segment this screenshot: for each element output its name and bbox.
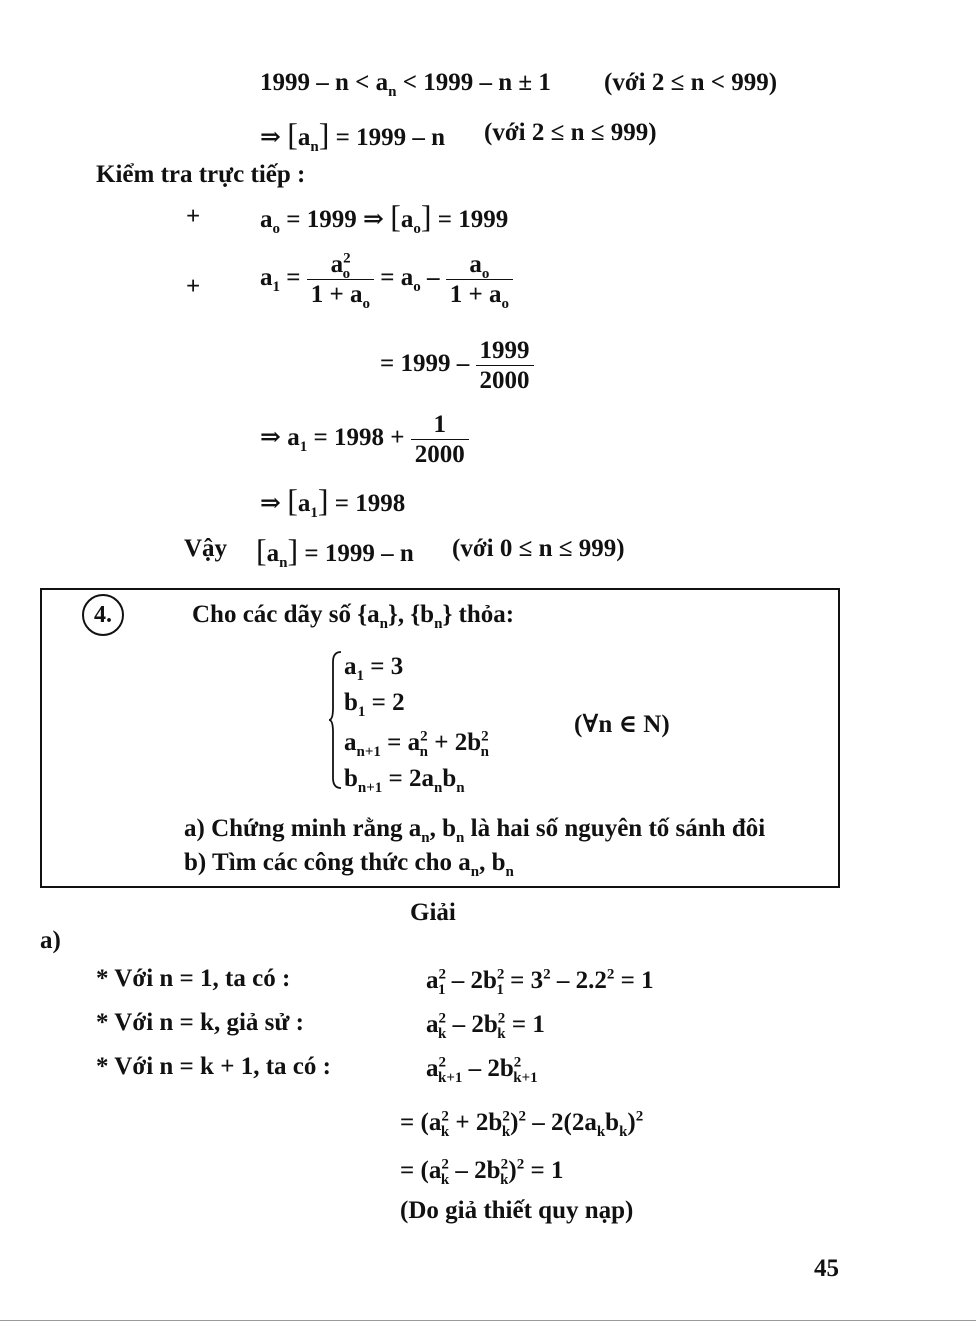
fraction-3: $\frac{1999}{2000}$ [476,338,534,393]
line-5-equation: = 1999 – $\frac{1999}{2000}$ [380,338,534,393]
step-2-equation: $a^2_k - 2b^2_k = 1$ [426,1010,545,1042]
step-3-equation: $a^2_{k+1} - 2b^2_{k+1}$ [426,1054,538,1086]
fraction-1: $\frac{a^2_o}{1 + a_o}$ [307,252,374,307]
line-8-condition: (với 0 ≤ n ≤ 999) [452,535,625,562]
line-7: ⇒ $[a_1] = 1998$ [260,482,406,521]
line-2: ⇒ $[a_n] = 1999 - n$ [260,116,446,155]
step-5-equation: = $(a^2_k - 2b^2_k)^2 = 1$ [400,1156,564,1188]
step-4-equation: = $(a^2_k + 2b^2_k)^2 - 2(2a_kb_k)^2$ [400,1108,644,1140]
check-title: Kiểm tra trực tiếp : [96,161,306,188]
step-3-label: * Với n = k + 1, ta có : [96,1053,331,1080]
fraction-2: $\frac{a_o}{1 + a_o}$ [446,252,513,307]
line-8: $[a_n] = 1999 - n$ [256,532,414,571]
line-3: $a_o = 1999$ ⇒ $[a_o] = 1999$ [260,198,509,237]
question-a: a) Chứng minh rằng $a_n$, $b_n$ là hai số nguyên tố sánh đôi [184,815,766,846]
forall-condition: (∀n ∈ N) [574,711,670,738]
page-number: 45 [814,1255,839,1282]
system-brace [328,650,342,790]
solution-title: Giải [410,899,456,926]
part-a-label: a) [40,927,61,954]
line-1: $1999 - n < a_n < 1999 - n \pm 1$ [260,69,551,100]
induction-note: (Do giả thiết quy nạp) [400,1197,634,1224]
vay-label: Vậy [184,535,228,562]
problem-number-badge: 4. [82,594,124,636]
system-eq-3: $a_{n+1} = a^2_n + 2b^2_n$ [344,728,489,760]
fraction-4: $\frac{1}{2000}$ [411,412,469,467]
line-1-condition: (với 2 ≤ n < 999) [604,69,778,96]
step-1-label: * Với n = 1, ta có : [96,965,291,992]
question-b: b) Tìm các công thức cho $a_n$, $b_n$ [184,849,514,880]
step-2-label: * Với n = k, giả sử : [96,1009,304,1036]
line-2-condition: (với 2 ≤ n ≤ 999) [484,119,657,146]
plus-2: + [186,273,201,300]
page-bottom-rule [0,1320,976,1321]
line-6-equation: ⇒ $a_1 = 1998$ + $\frac{1}{2000}$ [260,412,469,467]
line-4-equation: $a_1$ = $\frac{a^2_o}{1 + a_o}$ = $a_o$ – $\frac{a_o}{1 + a_o}$ [260,252,513,307]
step-1-equation: $a^2_1 - 2b^2_1 = 3^2 - 2.2^2 = 1$ [426,966,654,998]
system-eq-1: $a_1 = 3$ [344,653,404,684]
system-eq-4: $b_{n+1} = 2a_nb_n$ [344,765,465,796]
plus-1: + [186,203,201,230]
problem-intro: Cho các dãy số $\{a_n\}$, $\{b_n\}$ thỏa: [192,601,515,632]
system-eq-2: $b_1 = 2$ [344,689,405,720]
